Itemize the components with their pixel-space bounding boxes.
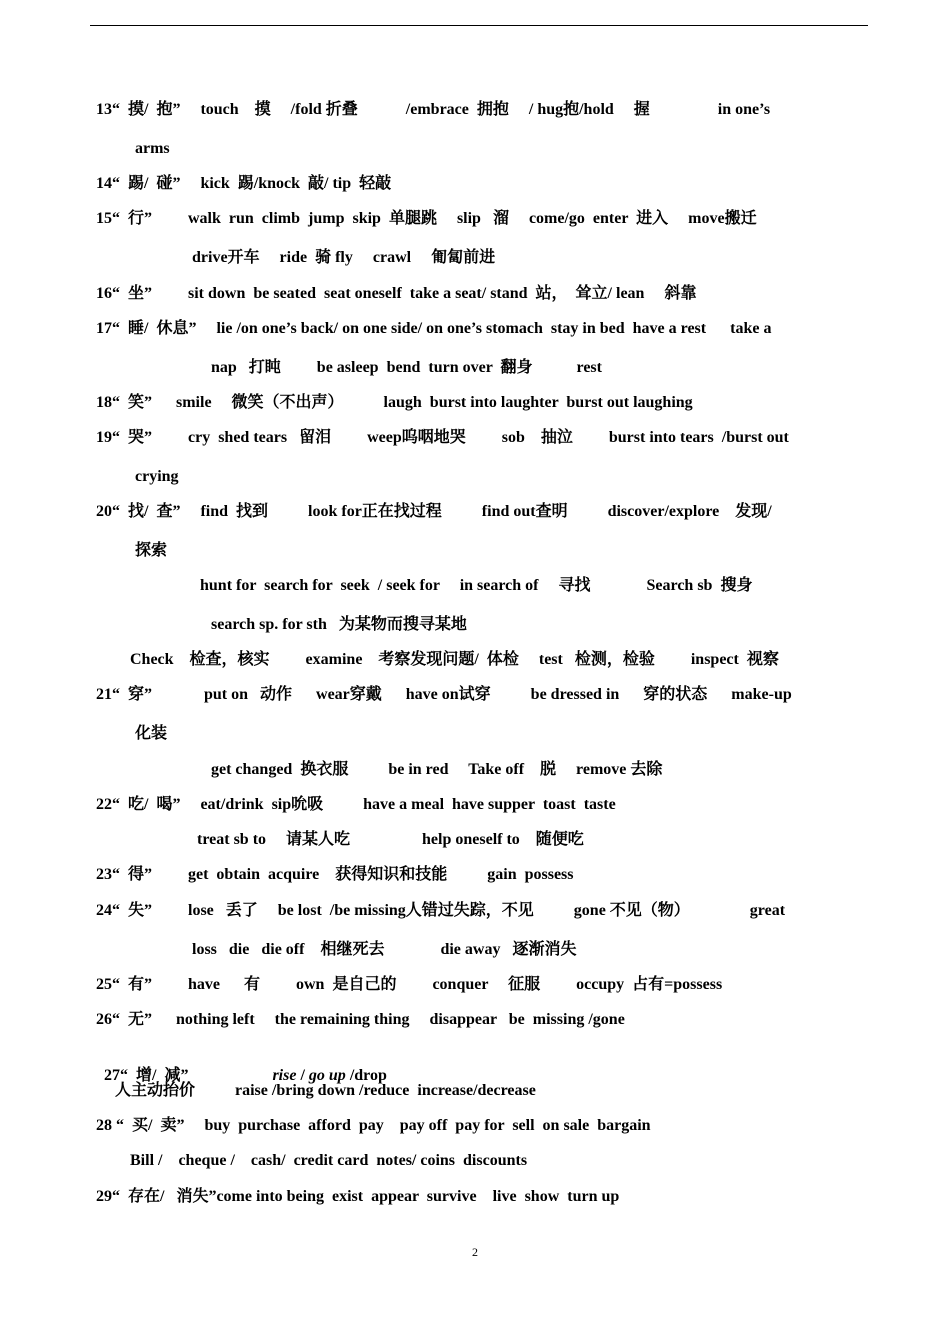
entry-22-cont: treat sb to 请某人吃 help oneself to 随便吃 [197, 831, 584, 848]
entry-27-sep: / [296, 1067, 309, 1084]
entry-20: 20“ 找/ 查” find 找到 look for正在找过程 find out查明 discover/explore 发现/ [96, 503, 772, 520]
entry-17-cont: nap 打盹 be asleep bend turn over 翻身 rest [211, 359, 602, 376]
entry-14: 14“ 踢/ 碰” kick 踢/knock 敲/ tip 轻敲 [96, 175, 392, 192]
entry-25: 25“ 有” have 有 own 是自己的 conquer 征服 occupy 占有=possess [96, 976, 723, 993]
entry-26: 26“ 无” nothing left the remaining thing disappear be missing /gone [96, 1011, 625, 1028]
entry-15: 15“ 行” walk run climb jump skip 单腿跳 slip 溜 come/go enter 进入 move搬迁 [96, 210, 757, 227]
entry-27 [96, 1046, 387, 1086]
entry-23: 23“ 得” get obtain acquire 获得知识和技能 gain possess [96, 866, 574, 883]
entry-19: 19“ 哭” cry shed tears 留泪 weep呜咽地哭 sob 抽泣 burst into tears /burst out [96, 429, 789, 446]
entry-20-search-line: hunt for search for seek / seek for in search of 寻找 Search sb 搜身 [200, 577, 753, 594]
entry-27-label: 27“ 增/ 减” [104, 1067, 189, 1084]
entry-13-cont: arms [135, 140, 170, 157]
entry-28-cont: Bill / cheque / cash/ credit card notes/ coins discounts [130, 1152, 528, 1169]
entry-21-cont: 化装 [135, 725, 168, 742]
entry-13: 13“ 摸/ 抱” touch 摸 /fold 折叠 /embrace 拥抱 / hug抱/hold 握 in one’s [96, 101, 771, 118]
entry-21-cont2: get changed 换衣服 be in red Take off 脱 remove 去除 [211, 761, 663, 778]
entry-27-drop: /drop [345, 1067, 387, 1084]
entry-24-cont: loss die die off 相继死去 die away 逐渐消失 [192, 941, 577, 958]
entry-24: 24“ 失” lose 丢了 be lost /be missing人错过失踪，不见 gone 不见（物） great [96, 902, 786, 919]
entry-17: 17“ 睡/ 休息” lie /on one’s back/ on one side/ on one’s stomach stay in bed have a rest take a [96, 320, 772, 337]
entry-20-search-cont: search sp. for sth 为某物而搜寻某地 [211, 616, 467, 633]
entry-27-rise: rise [272, 1067, 297, 1084]
page-number: 2 [472, 1245, 478, 1259]
entry-20-check-line: Check 检查，核实 examine 考察发现问题/ 体检 test 检测，检验 inspect 视察 [130, 651, 779, 668]
entry-21: 21“ 穿” put on 动作 wear穿戴 have on试穿 be dressed in 穿的状态 make-up [96, 686, 792, 703]
entry-19-cont: crying [135, 468, 179, 485]
entry-29: 29“ 存在/ 消失”come into being exist appear survive live show turn up [96, 1188, 620, 1205]
entry-15-cont: drive开车 ride 骑 fly crawl 匍匐前进 [192, 249, 496, 266]
entry-20-cont: 探索 [135, 542, 168, 559]
entry-27-goup: go up [308, 1067, 346, 1084]
entry-16: 16“ 坐” sit down be seated seat oneself take a seat/ stand 站， 耸立/ lean 斜靠 [96, 285, 697, 302]
entry-28: 28 “ 买/ 卖” buy purchase afford pay pay off pay for sell on sale bargain [96, 1117, 651, 1134]
entry-18: 18“ 笑” smile 微笑（不出声） laugh burst into laughter burst out laughing [96, 394, 693, 411]
entry-22: 22“ 吃/ 喝” eat/drink sip吮吸 have a meal have supper toast taste [96, 796, 616, 813]
entry-27-cont: 人主动抬价 raise /bring down /reduce increase/decrease [115, 1082, 536, 1099]
header-rule [90, 25, 868, 26]
